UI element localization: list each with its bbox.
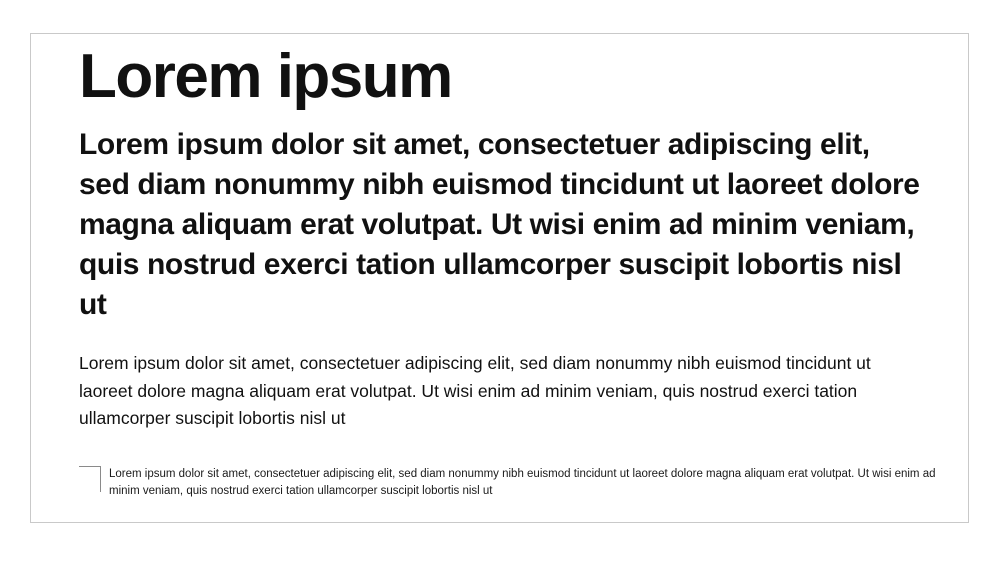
footnote-block bbox=[79, 466, 938, 501]
body-paragraph: Lorem ipsum dolor sit amet, consectetuer adipiscing elit, sed diam nonummy nibh euismod tincidunt ut laoreet dolore magna aliquam erat volutpat. Ut wisi enim ad minim veniam, quis nostrud exerci tation ullamcorper suscipit lobortis nisl ut bbox=[79, 353, 871, 428]
footnote-text: Lorem ipsum dolor sit amet, consectetuer adipiscing elit, sed diam nonummy nibh euismod tincidunt ut laoreet dolore magna aliquam erat volutpat. Ut wisi enim ad minim veniam, quis nostrud exerci tation ullamcorper suscipit lobortis nisl ut bbox=[109, 467, 936, 498]
page-title: Lorem ipsum bbox=[79, 42, 452, 111]
slide-frame bbox=[30, 33, 969, 523]
subtitle-text: Lorem ipsum dolor sit amet, consectetuer adipiscing elit, sed diam nonummy nibh euismod tincidunt ut laoreet dolore magna aliquam erat volutpat. Ut wisi enim ad minim veniam, quis nostrud exerci tation ullamcorper suscipit lobortis nisl ut bbox=[79, 127, 920, 321]
footnote-bracket-icon bbox=[79, 466, 101, 492]
slide-content bbox=[79, 44, 938, 500]
